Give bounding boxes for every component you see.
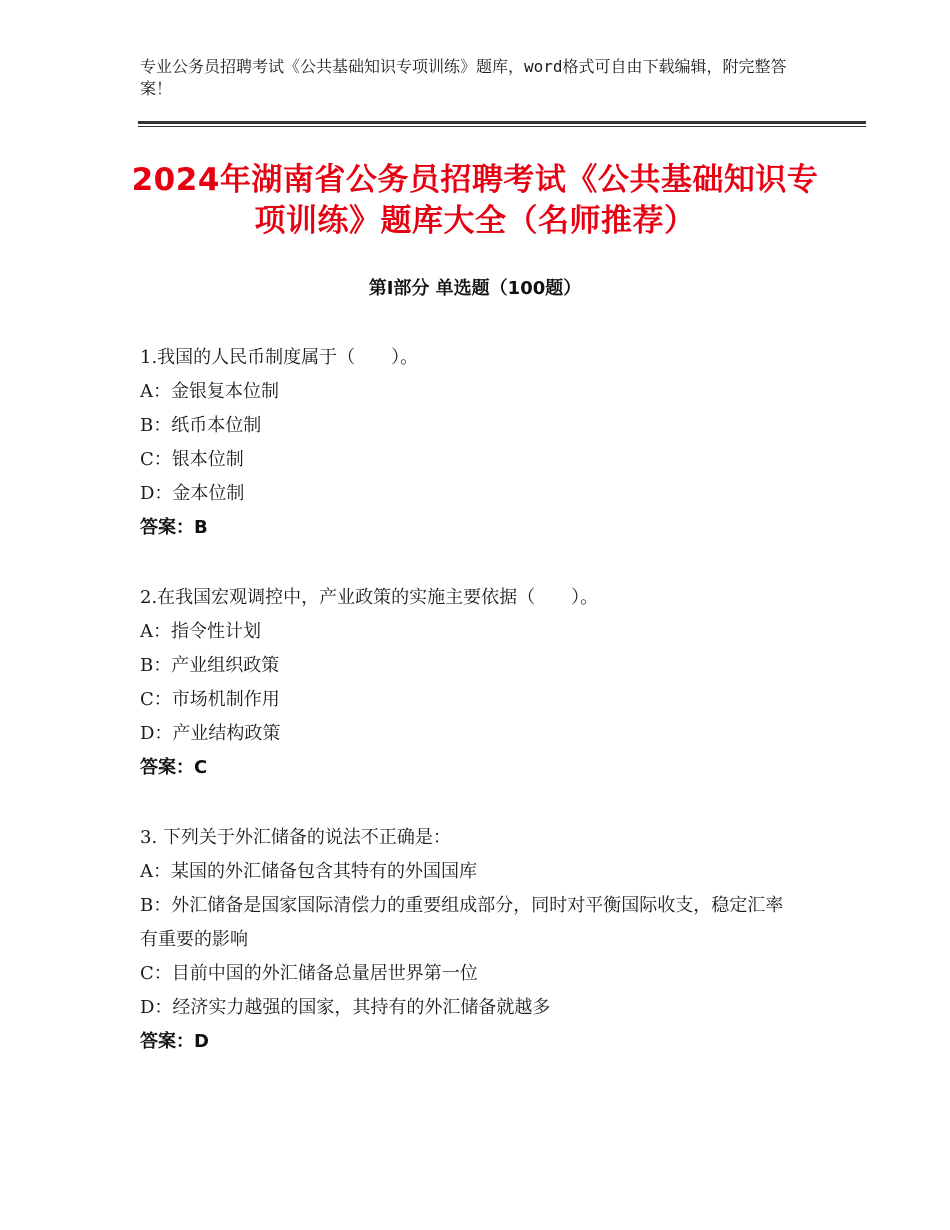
document-title: 2024年湖南省公务员招聘考试《公共基础知识专项训练》题库大全（名师推荐） bbox=[131, 162, 819, 239]
option-a: A：指令性计划 bbox=[140, 621, 261, 642]
option-d: D：金本位制 bbox=[140, 483, 245, 504]
option-d: D：经济实力越强的国家，其持有的外汇储备就越多 bbox=[140, 997, 551, 1018]
option-b: B：产业组织政策 bbox=[140, 655, 280, 676]
header-rule-thick bbox=[138, 121, 866, 124]
question-3 bbox=[140, 821, 790, 1059]
option-c: C：市场机制作用 bbox=[140, 689, 280, 710]
question-2 bbox=[140, 581, 790, 785]
option-b: B：纸币本位制 bbox=[140, 415, 262, 436]
option-a: A：某国的外汇储备包含其特有的外国国库 bbox=[140, 861, 477, 882]
option-c: C：银本位制 bbox=[140, 449, 244, 470]
question-stem: 1.我国的人民币制度属于（ ）。 bbox=[140, 347, 419, 368]
option-a: A：金银复本位制 bbox=[140, 381, 279, 402]
option-d: D：产业结构政策 bbox=[140, 723, 281, 744]
question-1 bbox=[140, 341, 790, 545]
header-note: 专业公务员招聘考试《公共基础知识专项训练》题库，word格式可自由下载编辑，附完整答案！ bbox=[140, 57, 787, 98]
answer: 答案：B bbox=[140, 517, 208, 538]
question-stem: 2.在我国宏观调控中，产业政策的实施主要依据（ ）。 bbox=[140, 587, 599, 608]
question-stem: 3. 下列关于外汇储备的说法不正确是： bbox=[140, 827, 451, 848]
option-c: C：目前中国的外汇储备总量居世界第一位 bbox=[140, 963, 478, 984]
answer: 答案：C bbox=[140, 757, 208, 778]
option-b: B：外汇储备是国家国际清偿力的重要组成部分，同时对平衡国际收支，稳定汇率有重要的影响 bbox=[140, 895, 784, 950]
question-list bbox=[140, 341, 790, 1095]
header-rule-thin bbox=[138, 126, 866, 127]
answer: 答案：D bbox=[140, 1031, 209, 1052]
section-heading: 第Ⅰ部分 单选题（100题） bbox=[368, 278, 582, 299]
